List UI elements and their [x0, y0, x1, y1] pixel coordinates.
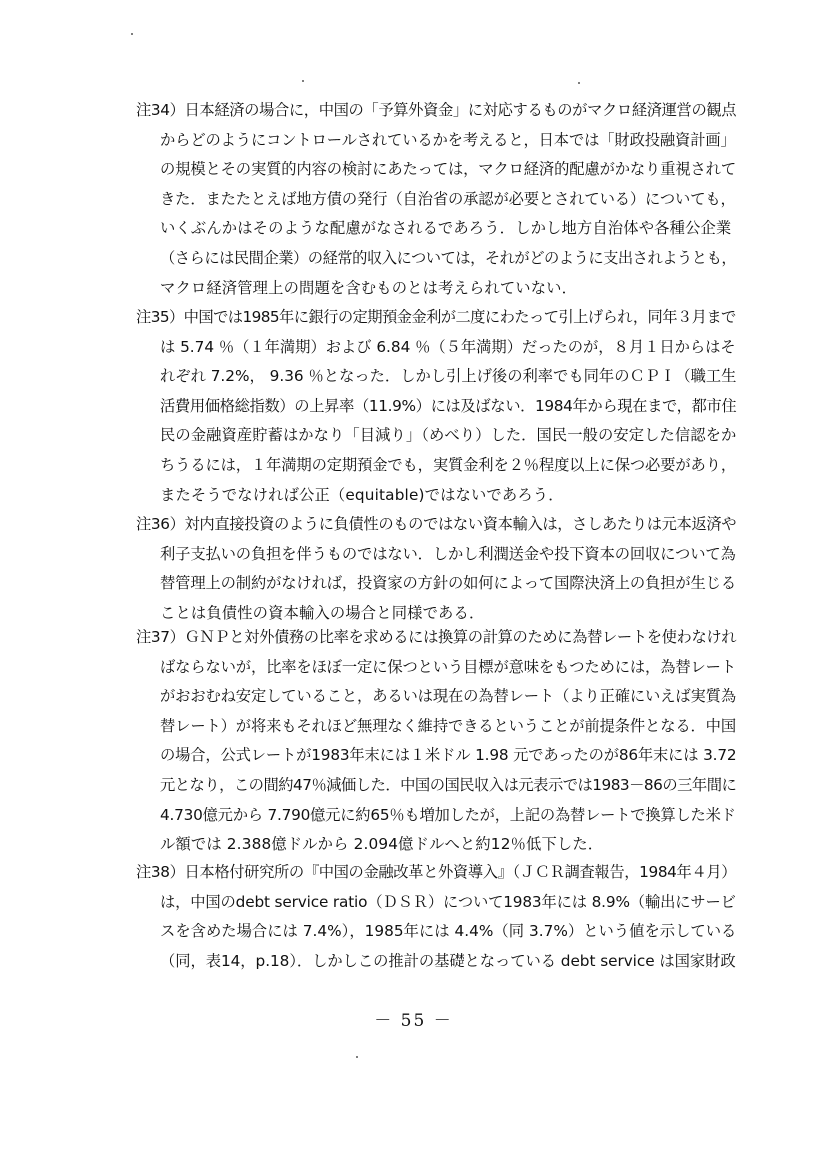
note-line: 注37）ＧＮＰと対外債務の比率を求めるには換算の計算のために為替レートを使わなけれ — [136, 628, 737, 646]
note-line: ばならないが，比率をほぼ一定に保つという目標が意味をもつためには，為替レート — [160, 657, 736, 676]
note-line: れぞれ 7.2%， 9.36 ％となった．しかし引上げ後の利率でも同年のＣＰＩ（職工生 — [160, 367, 737, 386]
note-line: スを含めた場合には 7.4%），1985年には 4.4%（同 3.7%）という値を示している — [160, 922, 737, 941]
note-line: （同，表14，p.18）．しかしこの推計の基礎となっている debt service は国家財政 — [160, 951, 736, 970]
note-line: からどのようにコントロールされているかを考えると，日本では「財政投融資計画」 — [160, 130, 736, 149]
note-line: （さらには民間企業）の経常的収入については，それがどのように支出されようとも， — [160, 248, 737, 267]
note-line: またそうでなければ公正（equitable)ではないであろう． — [160, 485, 564, 504]
footnote-36 — [136, 510, 736, 628]
note-line: は 5.74 ％（１年満期）および 6.84 ％（５年満期）だったのが，８月１日からはそ — [160, 337, 736, 356]
note-line: 注38）日本格付研究所の『中国の金融改革と外資導入』（ＪＣＲ調査報告，1984年４月） — [136, 863, 737, 881]
note-line: 替レート）が将来もそれほど無理なく維持できるということが前提条件となる．中国 — [160, 716, 736, 735]
note-line: ル額では 2.388億ドルから 2.094億ドルへと約12％低下した． — [160, 835, 604, 854]
note-line: 民の金融資産貯蓄はかなり「目減り」（めべり）した．国民一般の安定した信認をか — [160, 426, 737, 445]
note-line: 注35）中国では1985年に銀行の定期預金金利が二度にわたって引上げられ，同年３月まで — [136, 308, 736, 326]
note-line: いくぶんかはそのような配慮がなされるであろう．しかし地方自治体や各種公企業 — [160, 219, 732, 238]
note-line: ことは負債性の資本輸入の場合と同様である． — [160, 603, 485, 622]
note-line: がおおむね安定していること，あるいは現在の為替レート（より正確にいえば実質為 — [160, 687, 736, 706]
scan-speck — [578, 82, 580, 84]
note-line: マクロ経済管理上の問題を含むものとは考えられていない． — [160, 278, 578, 297]
note-line: 替管理上の制約がなければ，投資家の方針の如何によって国際決済上の負担が生じる — [160, 574, 736, 593]
scan-speck — [302, 80, 304, 82]
note-line: は，中国のdebt service ratio（ＤＳＲ）について1983年には 8.9%（輸出にサービ — [160, 892, 736, 911]
note-line: 活費用価格総指数）の上昇率（11.9%）には及ばない．1984年から現在まで，都市住 — [160, 396, 737, 415]
note-line: 元となり，この間約47％減価した．中国の国民収入は元表示では1983－86の三年間に — [160, 775, 737, 794]
note-line: ちうるには，１年満期の定期預金でも，実質金利を２％程度以上に保つ必要があり， — [160, 455, 736, 474]
note-line: の場合，公式レートが1983年末には１米ドル 1.98 元であったのが86年末には 3.72 — [160, 746, 737, 765]
note-line: きた．またたとえば地方債の発行（自治省の承認が必要とされている）についても， — [160, 189, 736, 208]
note-line: 4.730億元から 7.790億元に約65％も増加したが，上記の為替レートで換算した米ド — [160, 805, 736, 824]
note-line: 注36）対内直接投資のように負債性のものではない資本輸入は，さしあたりは元本返済や — [136, 515, 737, 533]
note-line: 利子支払いの負担を伴うものではない．しかし利潤送金や投下資本の回収について為 — [160, 544, 736, 563]
footnote-35 — [136, 303, 736, 510]
footnote-34 — [136, 96, 736, 303]
scan-speck — [356, 1056, 358, 1058]
scan-speck — [131, 33, 133, 35]
page-number: － 55 － — [374, 1011, 453, 1031]
note-line: 注34）日本経済の場合に，中国の「予算外資金」に対応するものがマクロ経済運営の観点 — [136, 101, 737, 119]
footnote-38 — [136, 858, 736, 976]
note-line: の規模とその実質的内容の検討にあたっては，マクロ経済的配慮がかなり重視されて — [160, 160, 736, 179]
footnote-37 — [136, 623, 736, 860]
